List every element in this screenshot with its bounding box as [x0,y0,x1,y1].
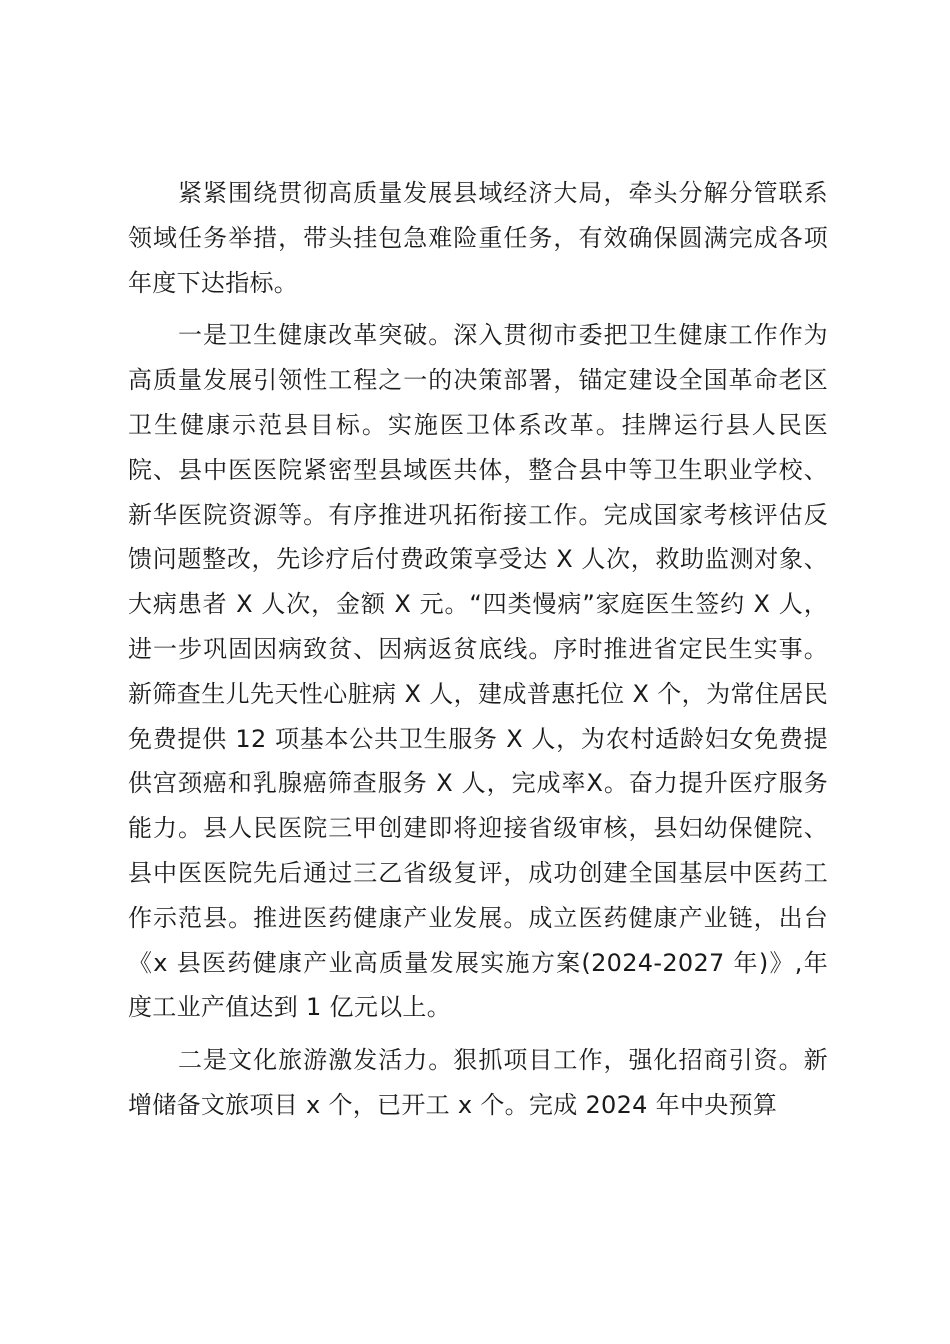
document-body [128,171,828,1128]
paragraph-culture-tourism: 二是文化旅游激发活力。狠抓项目工作，强化招商引资。新增储备文旅项目 x 个，已开工 x 个。完成 2024 年中央预算 [128,1046,828,1119]
paragraph-health-reform: 一是卫生健康改革突破。深入贯彻市委把卫生健康工作作为高质量发展引领性工程之一的决策部署，锚定建设全国革命老区卫生健康示范县目标。实施医卫体系改革。挂牌运行县人民医院、县中医医院紧密型县域医共体，整合县中等卫生职业学校、新华医院资源等。有序推进巩拓衔接工作。完成国家考核评估反馈问题整改，先诊疗后付费政策享受达 X 人次，救助监测对象、大病患者 X 人次，金额 X 元。“四类慢病”家庭医生签约 X 人，进一步巩固因病致贫、因病返贫底线。序时推进省定民生实事。新筛查生儿先天性心脏病 X 人，建成普惠托位 X 个，为常住居民免费提供 12 项基本公共卫生服务 X 人，为农村适龄妇女免费提供宫颈癌和乳腺癌筛查服务 X 人，完成率X。奋力提升医疗服务能力。县人民医院三甲创建即将迎接省级审核，县妇幼保健院、县中医医院先后通过三乙省级复评，成功创建全国基层中医药工作示范县。推进医药健康产业发展。成立医药健康产业链，出台《x 县医药健康产业高质量发展实施方案(2024-2027 年)》,年度工业产值达到 1 亿元以上。 [128,321,828,1022]
paragraph-intro: 紧紧围绕贯彻高质量发展县域经济大局，牵头分解分管联系领域任务举措，带头挂包急难险重任务，有效确保圆满完成各项年度下达指标。 [128,179,828,297]
